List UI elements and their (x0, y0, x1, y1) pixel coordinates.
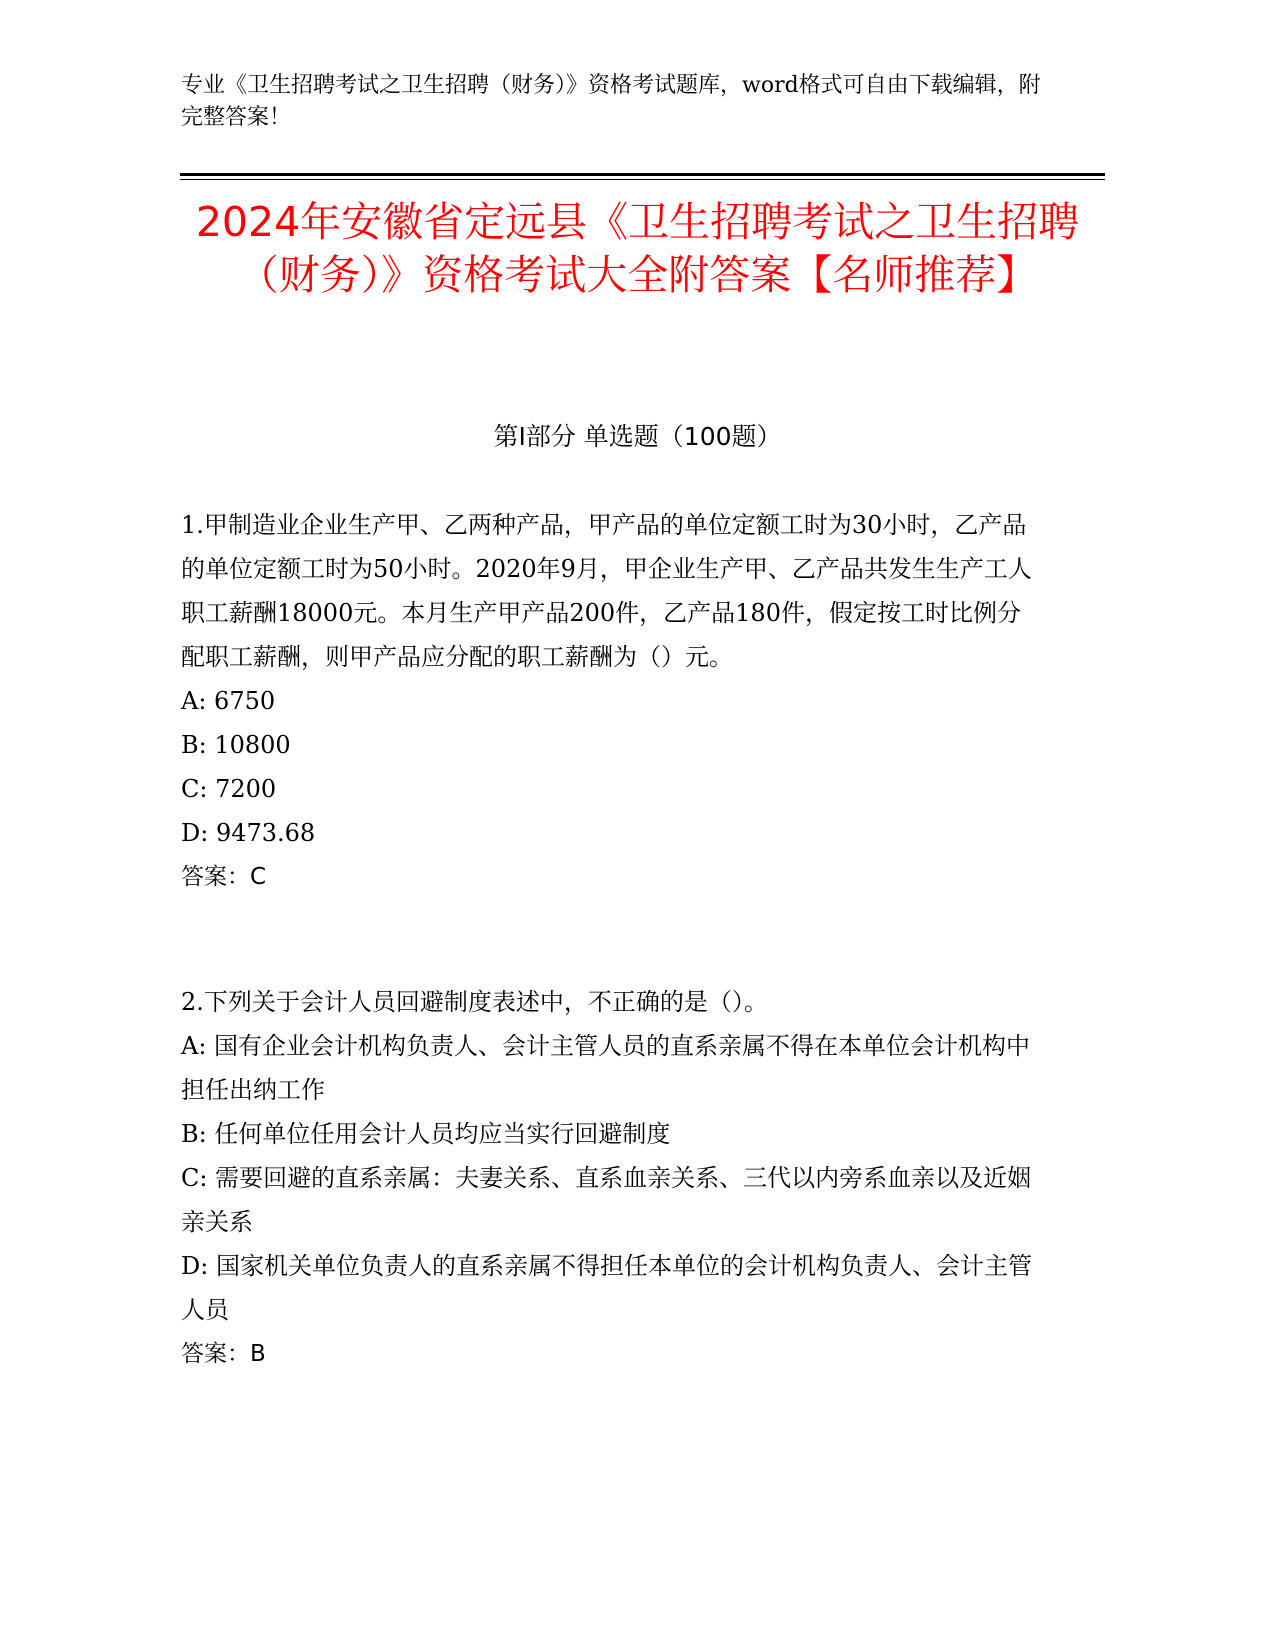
answer: 答案：C (181, 864, 267, 890)
option-a: A: 国有企业会计机构负责人、会计主管人员的直系亲属不得在本单位会计机构中担任出纳工作 (181, 1032, 1031, 1104)
option-a: A: 6750 (181, 687, 276, 715)
question-2 (181, 980, 1041, 1376)
header-rule-thick (180, 173, 1105, 176)
document-title: 2024年安徽省定远县《卫生招聘考试之卫生招聘（财务）》资格考试大全附答案【名师推荐】 (195, 198, 1080, 299)
section-heading: 第Ⅰ部分 单选题（100题） (493, 422, 782, 451)
option-b: B: 任何单位任用会计人员均应当实行回避制度 (181, 1120, 671, 1148)
option-d: D: 国家机关单位负责人的直系亲属不得担任本单位的会计机构负责人、会计主管人员 (181, 1252, 1032, 1324)
question-text: 1.甲制造业企业生产甲、乙两种产品，甲产品的单位定额工时为30小时，乙产品的单位定额工时为50小时。2020年9月，甲企业生产甲、乙产品共发生生产工人职工薪酬18000元。本月生产甲产品200件，乙产品180件，假定按工时比例分配职工薪酬，则甲产品应分配的职工薪酬为（）元。 (181, 511, 1032, 671)
option-c: C: 7200 (181, 775, 277, 803)
answer: 答案：B (181, 1341, 266, 1367)
option-d: D: 9473.68 (181, 819, 316, 847)
header-rule-thin (180, 179, 1105, 180)
question-1 (181, 503, 1041, 899)
option-b: B: 10800 (181, 731, 291, 759)
question-text: 2.下列关于会计人员回避制度表述中，不正确的是（）。 (181, 988, 768, 1016)
header-note: 专业《卫生招聘考试之卫生招聘（财务）》资格考试题库，word格式可自由下载编辑，附完整答案！ (181, 73, 1041, 130)
option-c: C: 需要回避的直系亲属：夫妻关系、直系血亲关系、三代以内旁系血亲以及近姻亲关系 (181, 1164, 1032, 1236)
